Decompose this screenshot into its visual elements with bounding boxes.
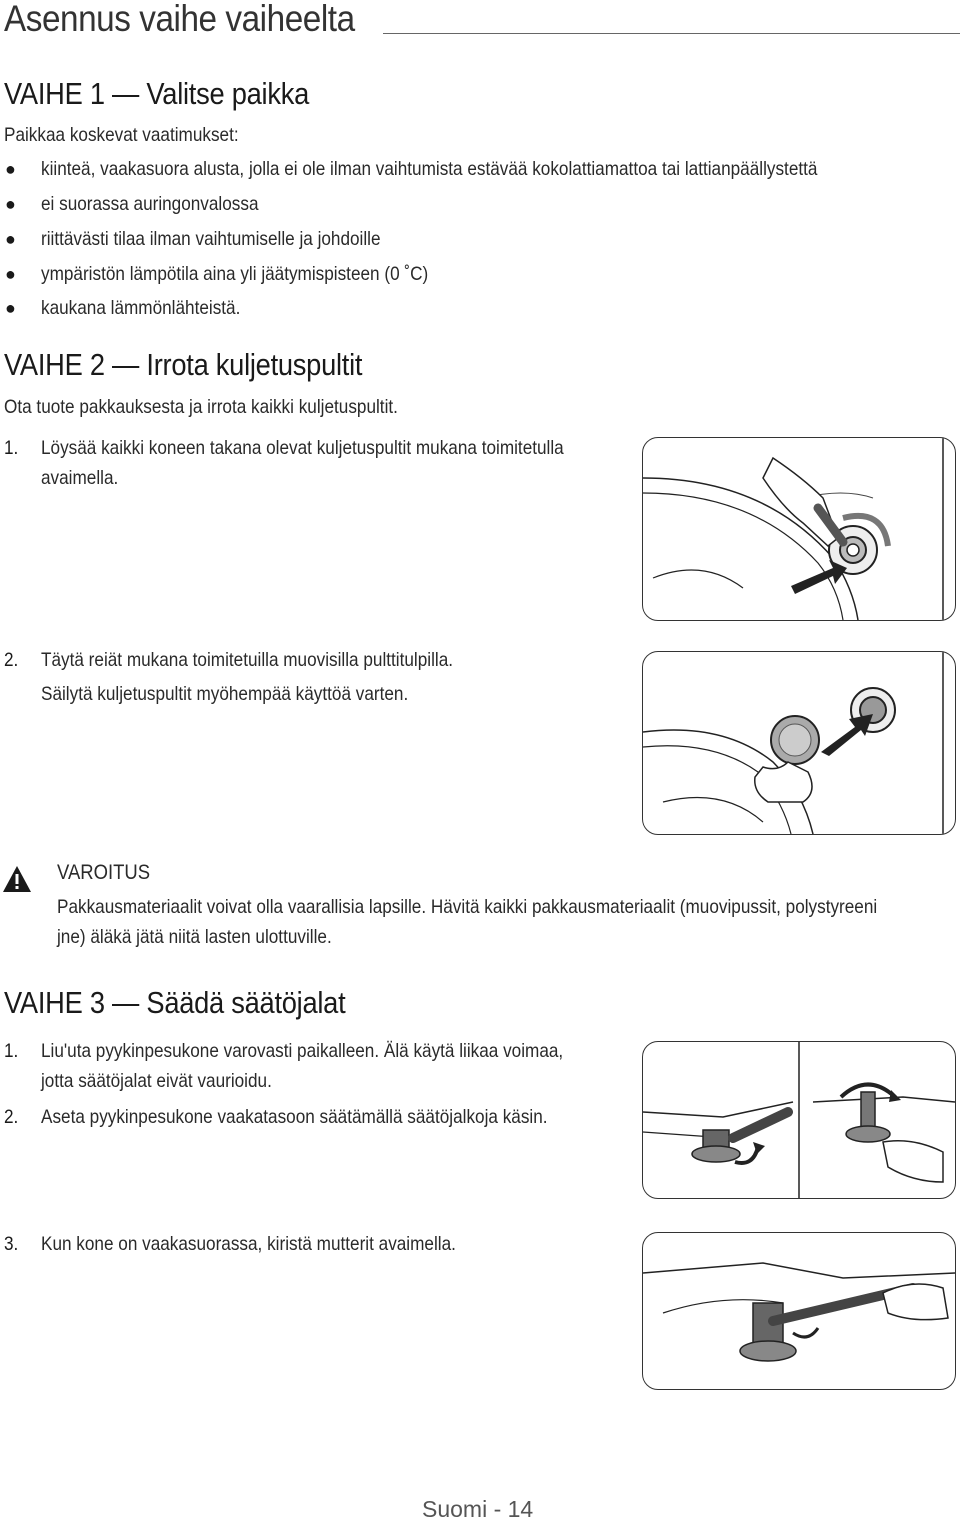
- bullet-icon: ●: [5, 229, 16, 249]
- list-item: ei suorassa auringonvalossa: [41, 193, 259, 215]
- bullet-icon: ●: [5, 194, 16, 214]
- step2-intro: Ota tuote pakkauksesta ja irrota kaikki kuljetuspultit.: [4, 396, 398, 418]
- step-number: 1.: [4, 437, 19, 459]
- page-title: Asennus vaihe vaiheelta: [4, 0, 355, 39]
- step-text: avaimella.: [41, 467, 119, 489]
- step1-heading: VAIHE 1 — Valitse paikka: [4, 76, 309, 111]
- title-divider: [383, 33, 960, 34]
- illustration-adjust-feet: [642, 1041, 956, 1199]
- page-footer: Suomi - 14: [422, 1496, 534, 1522]
- list-item: riittävästi tilaa ilman vaihtumiselle ja johdoille: [41, 228, 381, 250]
- list-item: ympäristön lämpötila aina yli jäätymispisteen (0 ˚C): [41, 263, 429, 285]
- warning-triangle-icon: [2, 865, 32, 893]
- step-text: jotta säätöjalat eivät vaurioidu.: [41, 1070, 272, 1092]
- illustration-insert-plug: [642, 651, 956, 835]
- step-number: 3.: [4, 1233, 19, 1255]
- step-number: 1.: [4, 1040, 19, 1062]
- step-number: 2.: [4, 1106, 19, 1128]
- step-text: Täytä reiät mukana toimitetuilla muovisilla pulttitulpilla.: [41, 649, 454, 671]
- warning-text: jne) äläkä jätä niitä lasten ulottuville.: [57, 926, 332, 948]
- step-text: Löysää kaikki koneen takana olevat kuljetuspultit mukana toimitetulla: [41, 437, 564, 459]
- illustration-tighten-nuts: [642, 1232, 956, 1390]
- step-text: Aseta pyykinpesukone vaakatasoon säätämällä säätöjalkoja käsin.: [41, 1106, 548, 1128]
- illustration-loosen-bolt: [642, 437, 956, 621]
- list-item: kiinteä, vaakasuora alusta, jolla ei ole ilman vaihtumista estävää kokolattiamattoa tai lattianpäällystettä: [41, 158, 818, 180]
- step1-intro: Paikkaa koskevat vaatimukset:: [4, 124, 239, 146]
- list-item: kaukana lämmönlähteistä.: [41, 297, 241, 319]
- step3-heading: VAIHE 3 — Säädä säätöjalat: [4, 985, 346, 1020]
- step-text: Kun kone on vaakasuorassa, kiristä mutterit avaimella.: [41, 1233, 456, 1255]
- bullet-icon: ●: [5, 298, 16, 318]
- warning-text: Pakkausmateriaalit voivat olla vaarallisia lapsille. Hävitä kaikki pakkausmateriaalit (muovipussit, polystyreeni: [57, 896, 878, 918]
- step2-heading: VAIHE 2 — Irrota kuljetuspultit: [4, 347, 363, 382]
- warning-title: VAROITUS: [57, 861, 151, 884]
- bullet-icon: ●: [5, 264, 16, 284]
- step-text: Liu'uta pyykinpesukone varovasti paikalleen. Älä käytä liikaa voimaa,: [41, 1040, 564, 1062]
- step-text: Säilytä kuljetuspultit myöhempää käyttöä varten.: [41, 683, 409, 705]
- step-number: 2.: [4, 649, 19, 671]
- bullet-icon: ●: [5, 159, 16, 179]
